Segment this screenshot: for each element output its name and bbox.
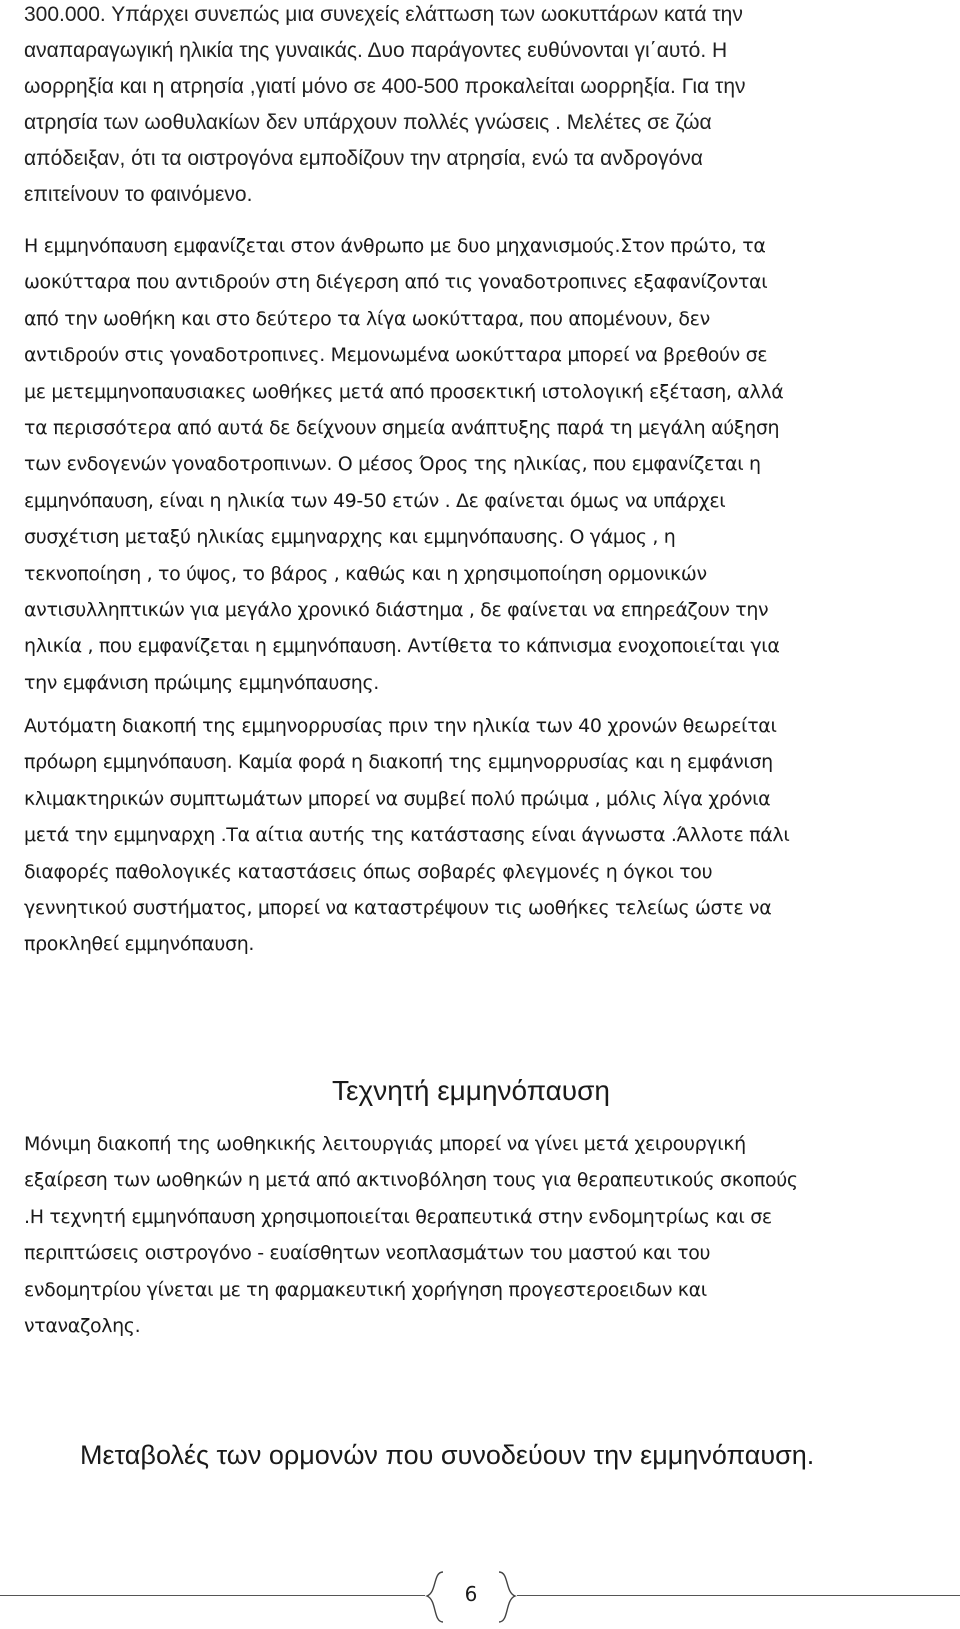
- text-line: ωορρηξία και η ατρησία ,γιατί μόνο σε 400-500 προκαλείται ωορρηξία. Για την: [24, 75, 746, 98]
- text-line: από την ωοθήκη και στο δεύτερο τα λίγα ωοκύτταρα, που απομένουν, δεν: [24, 307, 710, 330]
- paragraph-premature-menopause: [24, 708, 944, 963]
- text-line: γεννητικού συστήματος, μπορεί να καταστρέψουν τις ωοθήκες τελείως ώστε να: [24, 897, 772, 920]
- text-line: ωοκύτταρα που αντιδρούν στη διέγερση από τις γοναδοτροπινες εξαφανίζονται: [24, 271, 768, 294]
- text-line: των ενδογενών γοναδοτροπινων. Ο μέσος Όρος της ηλικίας, που εμφανίζεται η: [24, 453, 761, 476]
- text-line: ατρησία των ωοθυλακίων δεν υπάρχουν πολλές γνώσεις . Μελέτες σε ζώα: [24, 111, 712, 134]
- text-line: περιπτώσεις οιστρογόνο - ευαίσθητων νεοπλασμάτων του μαστού και του: [24, 1242, 711, 1265]
- text-line: απόδειξαν, ότι τα οιστρογόνα εμποδίζουν την ατρησία, ενώ τα ανδρογόνα: [24, 147, 703, 170]
- section-heading-hormonal-changes: Μεταβολές των ορμονών που συνοδεύουν την εμμηνόπαυση.: [80, 1440, 815, 1470]
- text-line: εμμηνόπαυση, είναι η ηλικία των 49-50 ετών . Δε φαίνεται όμως να υπάρχει: [24, 489, 726, 512]
- text-line: κλιμακτηρικών συμπτωμάτων μπορεί να συμβεί πολύ πρώιμα , μόλις λίγα χρόνια: [24, 787, 771, 810]
- text-line: μετά την εμμηναρχη .Τα αίτια αυτής της κατάστασης είναι άγνωστα .Άλλοτε πάλι: [24, 824, 790, 847]
- paragraph-menopause-mechanisms: [24, 228, 944, 701]
- text-line: τα περισσότερα από αυτά δε δείχνουν σημεία ανάπτυξης παρά τη μεγάλη αύξηση: [24, 417, 780, 440]
- text-line: επιτείνουν το φαινόμενο.: [24, 183, 253, 206]
- text-line: προκληθεί εμμηνόπαυση.: [24, 933, 255, 956]
- text-line: εξαίρεση των ωοθηκών η μετά από ακτινοβόληση τους για θεραπευτικούς σκοπούς: [24, 1169, 798, 1192]
- text-line: αντιδρούν στις γοναδοτροπινες. Μεμονωμένα ωοκύτταρα μπορεί να βρεθούν σε: [24, 344, 768, 367]
- text-line: νταναζολης.: [24, 1315, 141, 1338]
- text-line: Αυτόματη διακοπή της εμμηνορρυσίας πριν την ηλικία των 40 χρονών θεωρείται: [24, 715, 777, 737]
- text-line: την εμφάνιση πρώιμης εμμηνόπαυσης.: [24, 671, 379, 694]
- text-line: αντισυλληπτικών για μεγάλο χρονικό διάστημα , δε φαίνεται να επηρεάζουν την: [24, 599, 769, 622]
- paragraph-oocyte-decline: [24, 0, 944, 213]
- text-line: .Η τεχνητή εμμηνόπαυση χρησιμοποιείται θεραπευτικά στην ενδομητρίως και σε: [24, 1205, 772, 1228]
- text-line: με μετεμμηνοπαυσιακες ωοθήκες μετά από προσεκτική ιστολογική εξέταση, αλλά: [24, 380, 784, 403]
- footer-divider-left: [0, 1595, 425, 1596]
- text-line: διαφορές παθολογικές καταστάσεις όπως σοβαρές φλεγμονές η όγκοι του: [24, 860, 713, 883]
- text-line: τεκνοποίηση , το ύψος, το βάρος , καθώς και η χρησιμοποίηση ορμονικών: [24, 562, 707, 585]
- text-line: ηλικία , που εμφανίζεται η εμμηνόπαυση. Αντίθετα το κάπνισμα ενοχοποιείται για: [24, 635, 780, 658]
- text-line: Η εμμηνόπαυση εμφανίζεται στον άνθρωπο με δυο μηχανισμούς.Στον πρώτο, τα: [24, 235, 766, 257]
- paragraph-artificial-menopause: [24, 1126, 944, 1344]
- text-line: αναπαραγωγική ηλικία της γυναικάς. Δυο παράγοντες ευθύνονται γι΄αυτό. Η: [24, 39, 728, 62]
- page-number: 6: [464, 1582, 478, 1606]
- text-line: 300.000. Υπάρχει συνεπώς μια συνεχείς ελάττωση των ωοκυττάρων κατά την: [24, 3, 743, 26]
- text-line: ενδομητρίου γίνεται με τη φαρμακευτική χορήγηση προγεστεροειδων και: [24, 1278, 707, 1301]
- text-line: συσχέτιση μεταξύ ηλικίας εμμηναρχης και εμμηνόπαυσης. Ο γάμος , η: [24, 526, 676, 549]
- footer-divider-right: [517, 1595, 960, 1596]
- text-line: πρόωρη εμμηνόπαυση. Καμία φορά η διακοπή της εμμηνορρυσίας και η εμφάνιση: [24, 751, 773, 774]
- section-heading-artificial-menopause: Τεχνητή εμμηνόπαυση: [332, 1075, 610, 1106]
- text-line: Μόνιμη διακοπή της ωοθηκικής λειτουργιάς μπορεί να γίνει μετά χειρουργική: [24, 1133, 746, 1155]
